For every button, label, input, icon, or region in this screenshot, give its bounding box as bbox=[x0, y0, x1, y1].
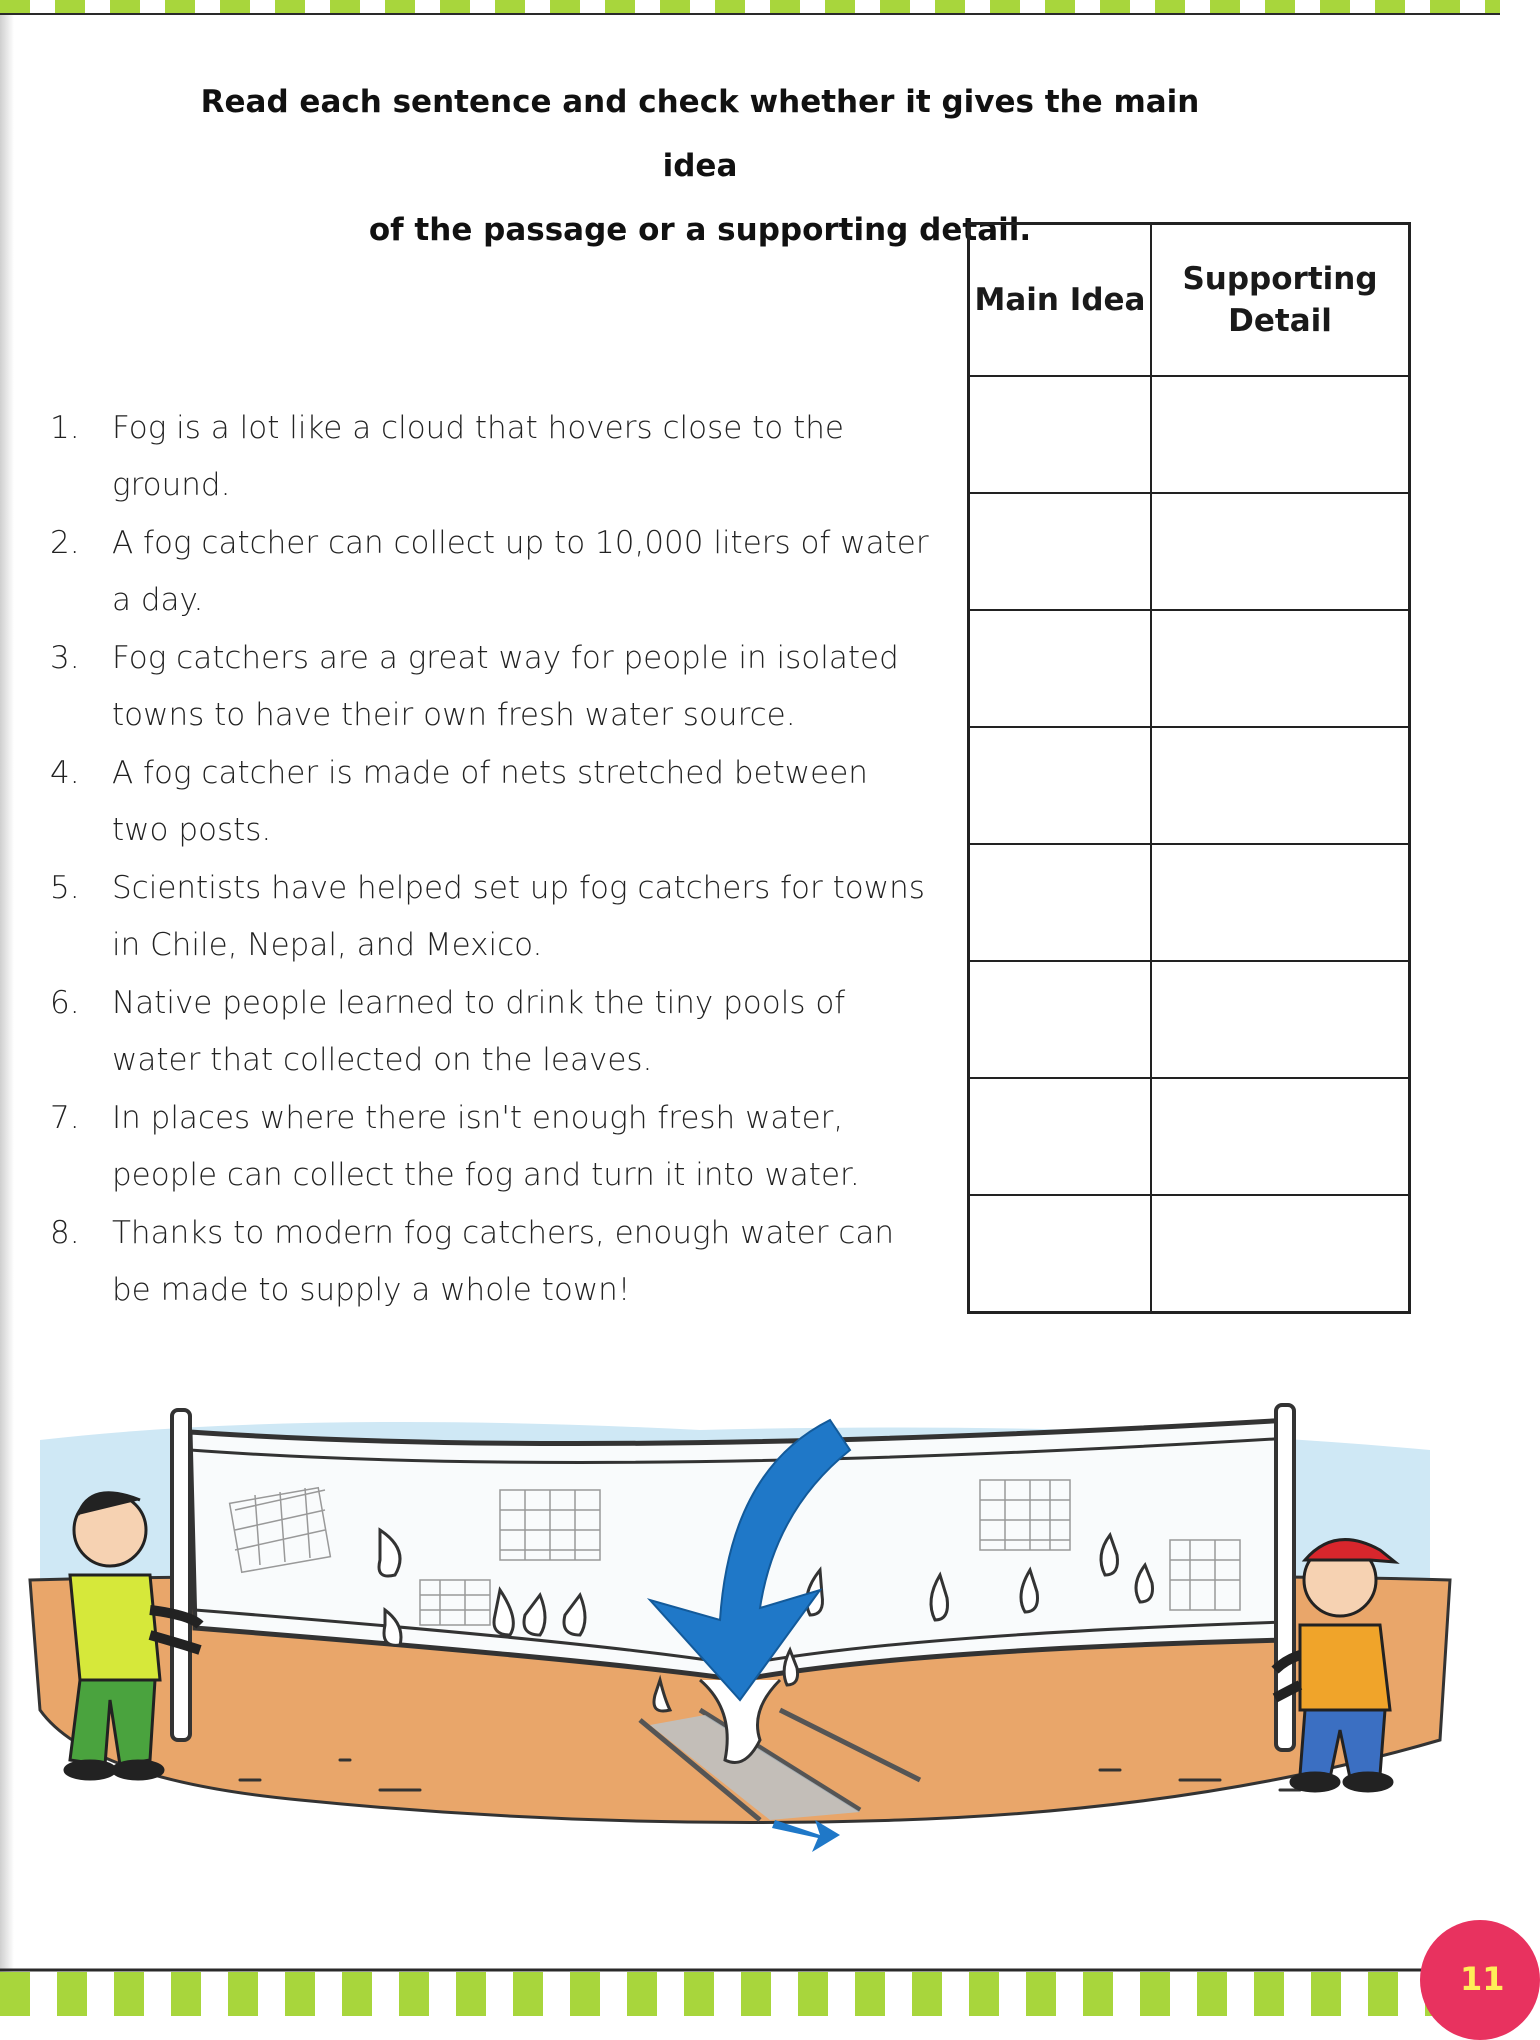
item-number: 5. bbox=[50, 870, 80, 906]
fog-catcher-illustration bbox=[0, 1380, 1500, 1840]
check-cell-supporting-detail[interactable] bbox=[1151, 376, 1410, 493]
item-text: Thanks to modern fog catchers, enough water can be made to supply a whole town! bbox=[112, 1215, 894, 1308]
table-row bbox=[969, 844, 1410, 961]
check-cell-main-idea[interactable] bbox=[969, 727, 1152, 844]
check-cell-main-idea[interactable] bbox=[969, 610, 1152, 727]
instructions-line-1: Read each sentence and check whether it gives the main idea bbox=[200, 84, 1200, 184]
table-row bbox=[969, 610, 1410, 727]
left-post bbox=[172, 1410, 190, 1740]
item-number: 7. bbox=[50, 1100, 80, 1136]
table-row bbox=[969, 1078, 1410, 1195]
check-cell-supporting-detail[interactable] bbox=[1151, 1078, 1410, 1195]
item-text: A fog catcher is made of nets stretched between two posts. bbox=[112, 755, 868, 848]
table-row bbox=[969, 961, 1410, 1078]
item-text: In places where there isn't enough fresh water, people can collect the fog and turn it into water. bbox=[112, 1100, 860, 1193]
item-number: 2. bbox=[50, 525, 80, 561]
check-cell-main-idea[interactable] bbox=[969, 961, 1152, 1078]
check-cell-main-idea[interactable] bbox=[969, 1078, 1152, 1195]
bottom-border bbox=[0, 1968, 1500, 2016]
item-text: Native people learned to drink the tiny pools of water that collected on the leaves. bbox=[112, 985, 846, 1078]
check-cell-main-idea[interactable] bbox=[969, 493, 1152, 610]
instructions-line-2: of the passage or a supporting detail. bbox=[368, 212, 1032, 248]
header-supporting-detail: Supporting Detail bbox=[1151, 224, 1410, 377]
check-cell-supporting-detail[interactable] bbox=[1151, 1195, 1410, 1313]
item-number: 6. bbox=[50, 985, 80, 1021]
item-number: 4. bbox=[50, 755, 80, 791]
table-row bbox=[969, 727, 1410, 844]
check-cell-supporting-detail[interactable] bbox=[1151, 493, 1410, 610]
check-cell-main-idea[interactable] bbox=[969, 376, 1152, 493]
item-text: A fog catcher can collect up to 10,000 liters of water a day. bbox=[112, 525, 929, 618]
page-number-badge bbox=[1420, 1920, 1540, 2040]
page-number: 11 bbox=[1460, 1960, 1505, 1998]
check-cell-supporting-detail[interactable] bbox=[1151, 610, 1410, 727]
answer-table bbox=[967, 222, 1411, 1314]
table-row bbox=[969, 493, 1410, 610]
top-border bbox=[0, 0, 1500, 16]
check-cell-supporting-detail[interactable] bbox=[1151, 727, 1410, 844]
check-cell-main-idea[interactable] bbox=[969, 844, 1152, 961]
table-row bbox=[969, 1195, 1410, 1313]
arrow-small-icon bbox=[772, 1820, 840, 1852]
check-cell-supporting-detail[interactable] bbox=[1151, 961, 1410, 1078]
item-text: Fog catchers are a great way for people in isolated towns to have their own fresh water source. bbox=[112, 640, 899, 733]
header-main-idea: Main Idea bbox=[969, 224, 1152, 377]
item-number: 1. bbox=[50, 410, 80, 446]
item-text: Fog is a lot like a cloud that hovers close to the ground. bbox=[112, 410, 844, 503]
check-cell-supporting-detail[interactable] bbox=[1151, 844, 1410, 961]
check-cell-main-idea[interactable] bbox=[969, 1195, 1152, 1313]
item-number: 8. bbox=[50, 1215, 80, 1251]
item-number: 3. bbox=[50, 640, 80, 676]
item-text: Scientists have helped set up fog catchers for towns in Chile, Nepal, and Mexico. bbox=[112, 870, 925, 963]
table-row bbox=[969, 376, 1410, 493]
